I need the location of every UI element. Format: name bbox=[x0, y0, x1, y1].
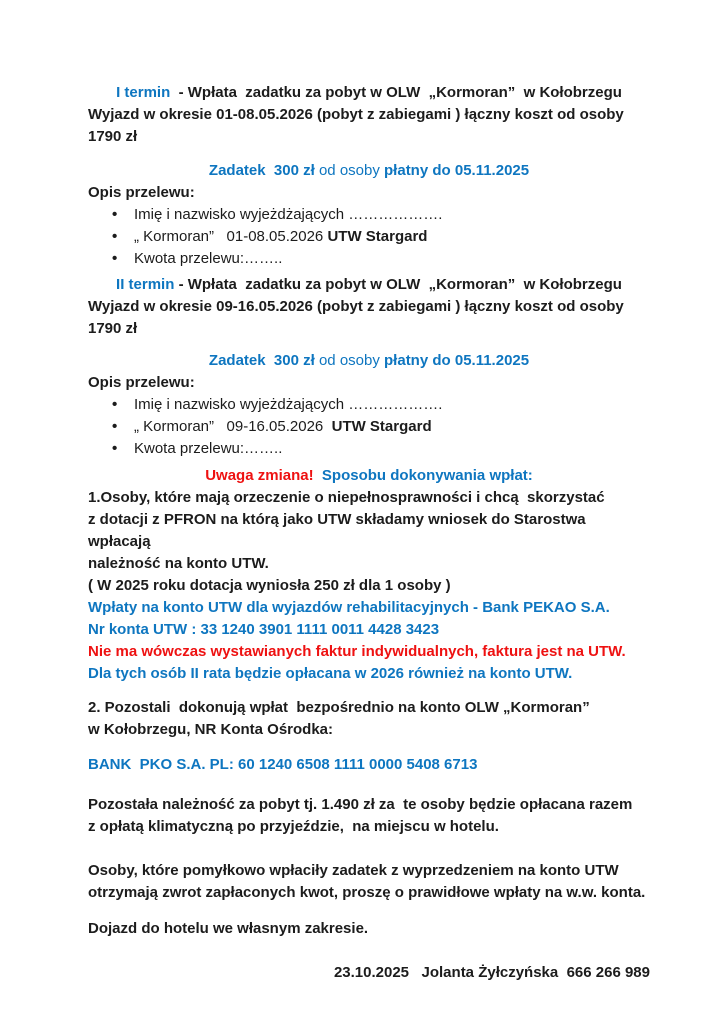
term2-period-line: Wyjazd w okresie 09-16.05.2026 (pobyt z zabiegami ) łączny koszt od osoby 1790 zł bbox=[88, 298, 628, 337]
term2-heading-rest: - Wpłata zadatku za pobyt w OLW „Kormoran” w Kołobrzegu bbox=[174, 276, 622, 293]
notice-heading bbox=[88, 465, 650, 487]
bullet-icon: • bbox=[112, 250, 118, 267]
term2-label: II termin bbox=[116, 276, 175, 293]
term1-bullet-names: Imię i nazwisko wyjeżdżających ………………. bbox=[134, 206, 443, 223]
term1-deposit-mid: od osoby bbox=[314, 162, 385, 179]
term2-deposit-due: płatny do 05.11.2025 bbox=[384, 352, 530, 369]
term2-bullet-title-bold: UTW Stargard bbox=[331, 418, 432, 435]
part2-line2: w Kołobrzegu, NR Konta Ośrodka: bbox=[88, 721, 334, 738]
notice-utw-account-intro: Wpłaty na konto UTW dla wyjazdów rehabilitacyjnych - Bank PEKAO S.A. bbox=[88, 599, 610, 616]
term2-deposit-amount: Zadatek 300 zł bbox=[208, 352, 315, 369]
term1-period-line: Wyjazd w okresie 01-08.05.2026 (pobyt z zabiegami ) łączny koszt od osoby 1790 zł bbox=[88, 106, 628, 145]
part2-bank-account: BANK PKO S.A. PL: 60 1240 6508 1111 0000 5408 6713 bbox=[88, 756, 478, 773]
spacer bbox=[88, 838, 650, 860]
notice-invoice-warning: Nie ma wówczas wystawianych faktur indywidualnych, faktura jest na UTW. bbox=[88, 643, 626, 660]
notice-paragraph-line4: ( W 2025 roku dotacja wyniosła 250 zł dla 1 osoby ) bbox=[88, 577, 451, 594]
part2-balance-line1: Pozostała należność za pobyt tj. 1.490 zł za te osoby będzie opłacana razem bbox=[88, 796, 633, 813]
list-item bbox=[88, 438, 650, 460]
part2-line1: 2. Pozostali dokonują wpłat bezpośrednio na konto OLW „Kormoran” bbox=[88, 699, 590, 716]
list-item bbox=[88, 226, 650, 248]
term1-bullet-list bbox=[88, 204, 650, 270]
notice-paragraph-line2: z dotacji z PFRON na którą jako UTW składamy wniosek do Starostwa wpłacają bbox=[88, 511, 590, 550]
spacer bbox=[88, 685, 650, 697]
term2-bullet-list bbox=[88, 394, 650, 460]
part2-travel-line: Dojazd do hotelu we własnym zakresie. bbox=[88, 920, 369, 937]
term1-bullet-title bbox=[134, 226, 427, 248]
part2-refund-line2: otrzymają zwrot zapłaconych kwot, proszę o prawidłowe wpłaty na w.w. konta. bbox=[88, 884, 646, 901]
term2-bullet-title-plain: „ Kormoran” 09-16.05.2026 bbox=[134, 418, 332, 435]
term2-bullet-amount: Kwota przelewu:…….. bbox=[134, 440, 283, 457]
list-item bbox=[88, 248, 650, 270]
part2-refund-line1: Osoby, które pomyłkowo wpłaciły zadatek z wyprzedzeniem na konto UTW bbox=[88, 862, 619, 879]
spacer bbox=[88, 148, 650, 160]
term2-deposit-mid: od osoby bbox=[314, 352, 385, 369]
spacer bbox=[88, 340, 650, 350]
notice-second-installment: Dla tych osób II rata będzie opłacana w 2026 również na konto UTW. bbox=[88, 665, 573, 682]
bullet-icon: • bbox=[112, 440, 118, 457]
term1-label: I termin bbox=[116, 84, 171, 101]
list-item bbox=[88, 416, 650, 438]
term1-bullet-title-plain: „ Kormoran” 01-08.05.2026 bbox=[134, 228, 328, 245]
bullet-icon: • bbox=[112, 228, 118, 245]
signature-line: 23.10.2025 Jolanta Żyłczyńska 666 266 989 bbox=[333, 964, 650, 981]
term2-bullet-title bbox=[134, 416, 432, 438]
part2-balance-line2: z opłatą klimatyczną po przyjeździe, na miejscu w hotelu. bbox=[88, 818, 499, 835]
term1-transfer-label: Opis przelewu: bbox=[88, 184, 195, 201]
spacer bbox=[88, 940, 650, 962]
spacer bbox=[88, 741, 650, 754]
notice-warning-blue: Sposobu dokonywania wpłat: bbox=[313, 467, 533, 484]
term1-deposit-due: płatny do 05.11.2025 bbox=[384, 162, 530, 179]
term2-bullet-names: Imię i nazwisko wyjeżdżających ………………. bbox=[134, 396, 443, 413]
notice-warning-red: Uwaga zmiana! bbox=[205, 467, 314, 484]
term2-transfer-label: Opis przelewu: bbox=[88, 374, 195, 391]
bullet-icon: • bbox=[112, 206, 118, 223]
term1-deposit-line bbox=[88, 160, 650, 182]
list-item bbox=[88, 394, 650, 416]
term1-bullet-amount: Kwota przelewu:…….. bbox=[134, 250, 283, 267]
term1-heading-rest: - Wpłata zadatku za pobyt w OLW „Kormoran” w Kołobrzegu bbox=[170, 84, 622, 101]
spacer bbox=[88, 904, 650, 918]
term1-deposit-amount: Zadatek 300 zł bbox=[208, 162, 315, 179]
term2-deposit-line bbox=[88, 350, 650, 372]
list-item bbox=[88, 204, 650, 226]
spacer bbox=[88, 776, 650, 794]
term2-heading bbox=[88, 274, 650, 296]
notice-paragraph-line1: 1.Osoby, które mają orzeczenie o niepełnosprawności i chcą skorzystać bbox=[88, 489, 605, 506]
notice-paragraph-line3: należność na konto UTW. bbox=[88, 555, 269, 572]
bullet-icon: • bbox=[112, 418, 118, 435]
term1-bullet-title-bold: UTW Stargard bbox=[327, 228, 428, 245]
bullet-icon: • bbox=[112, 396, 118, 413]
notice-utw-account-number: Nr konta UTW : 33 1240 3901 1111 0011 4428 3423 bbox=[88, 621, 440, 638]
term1-heading bbox=[88, 82, 650, 104]
